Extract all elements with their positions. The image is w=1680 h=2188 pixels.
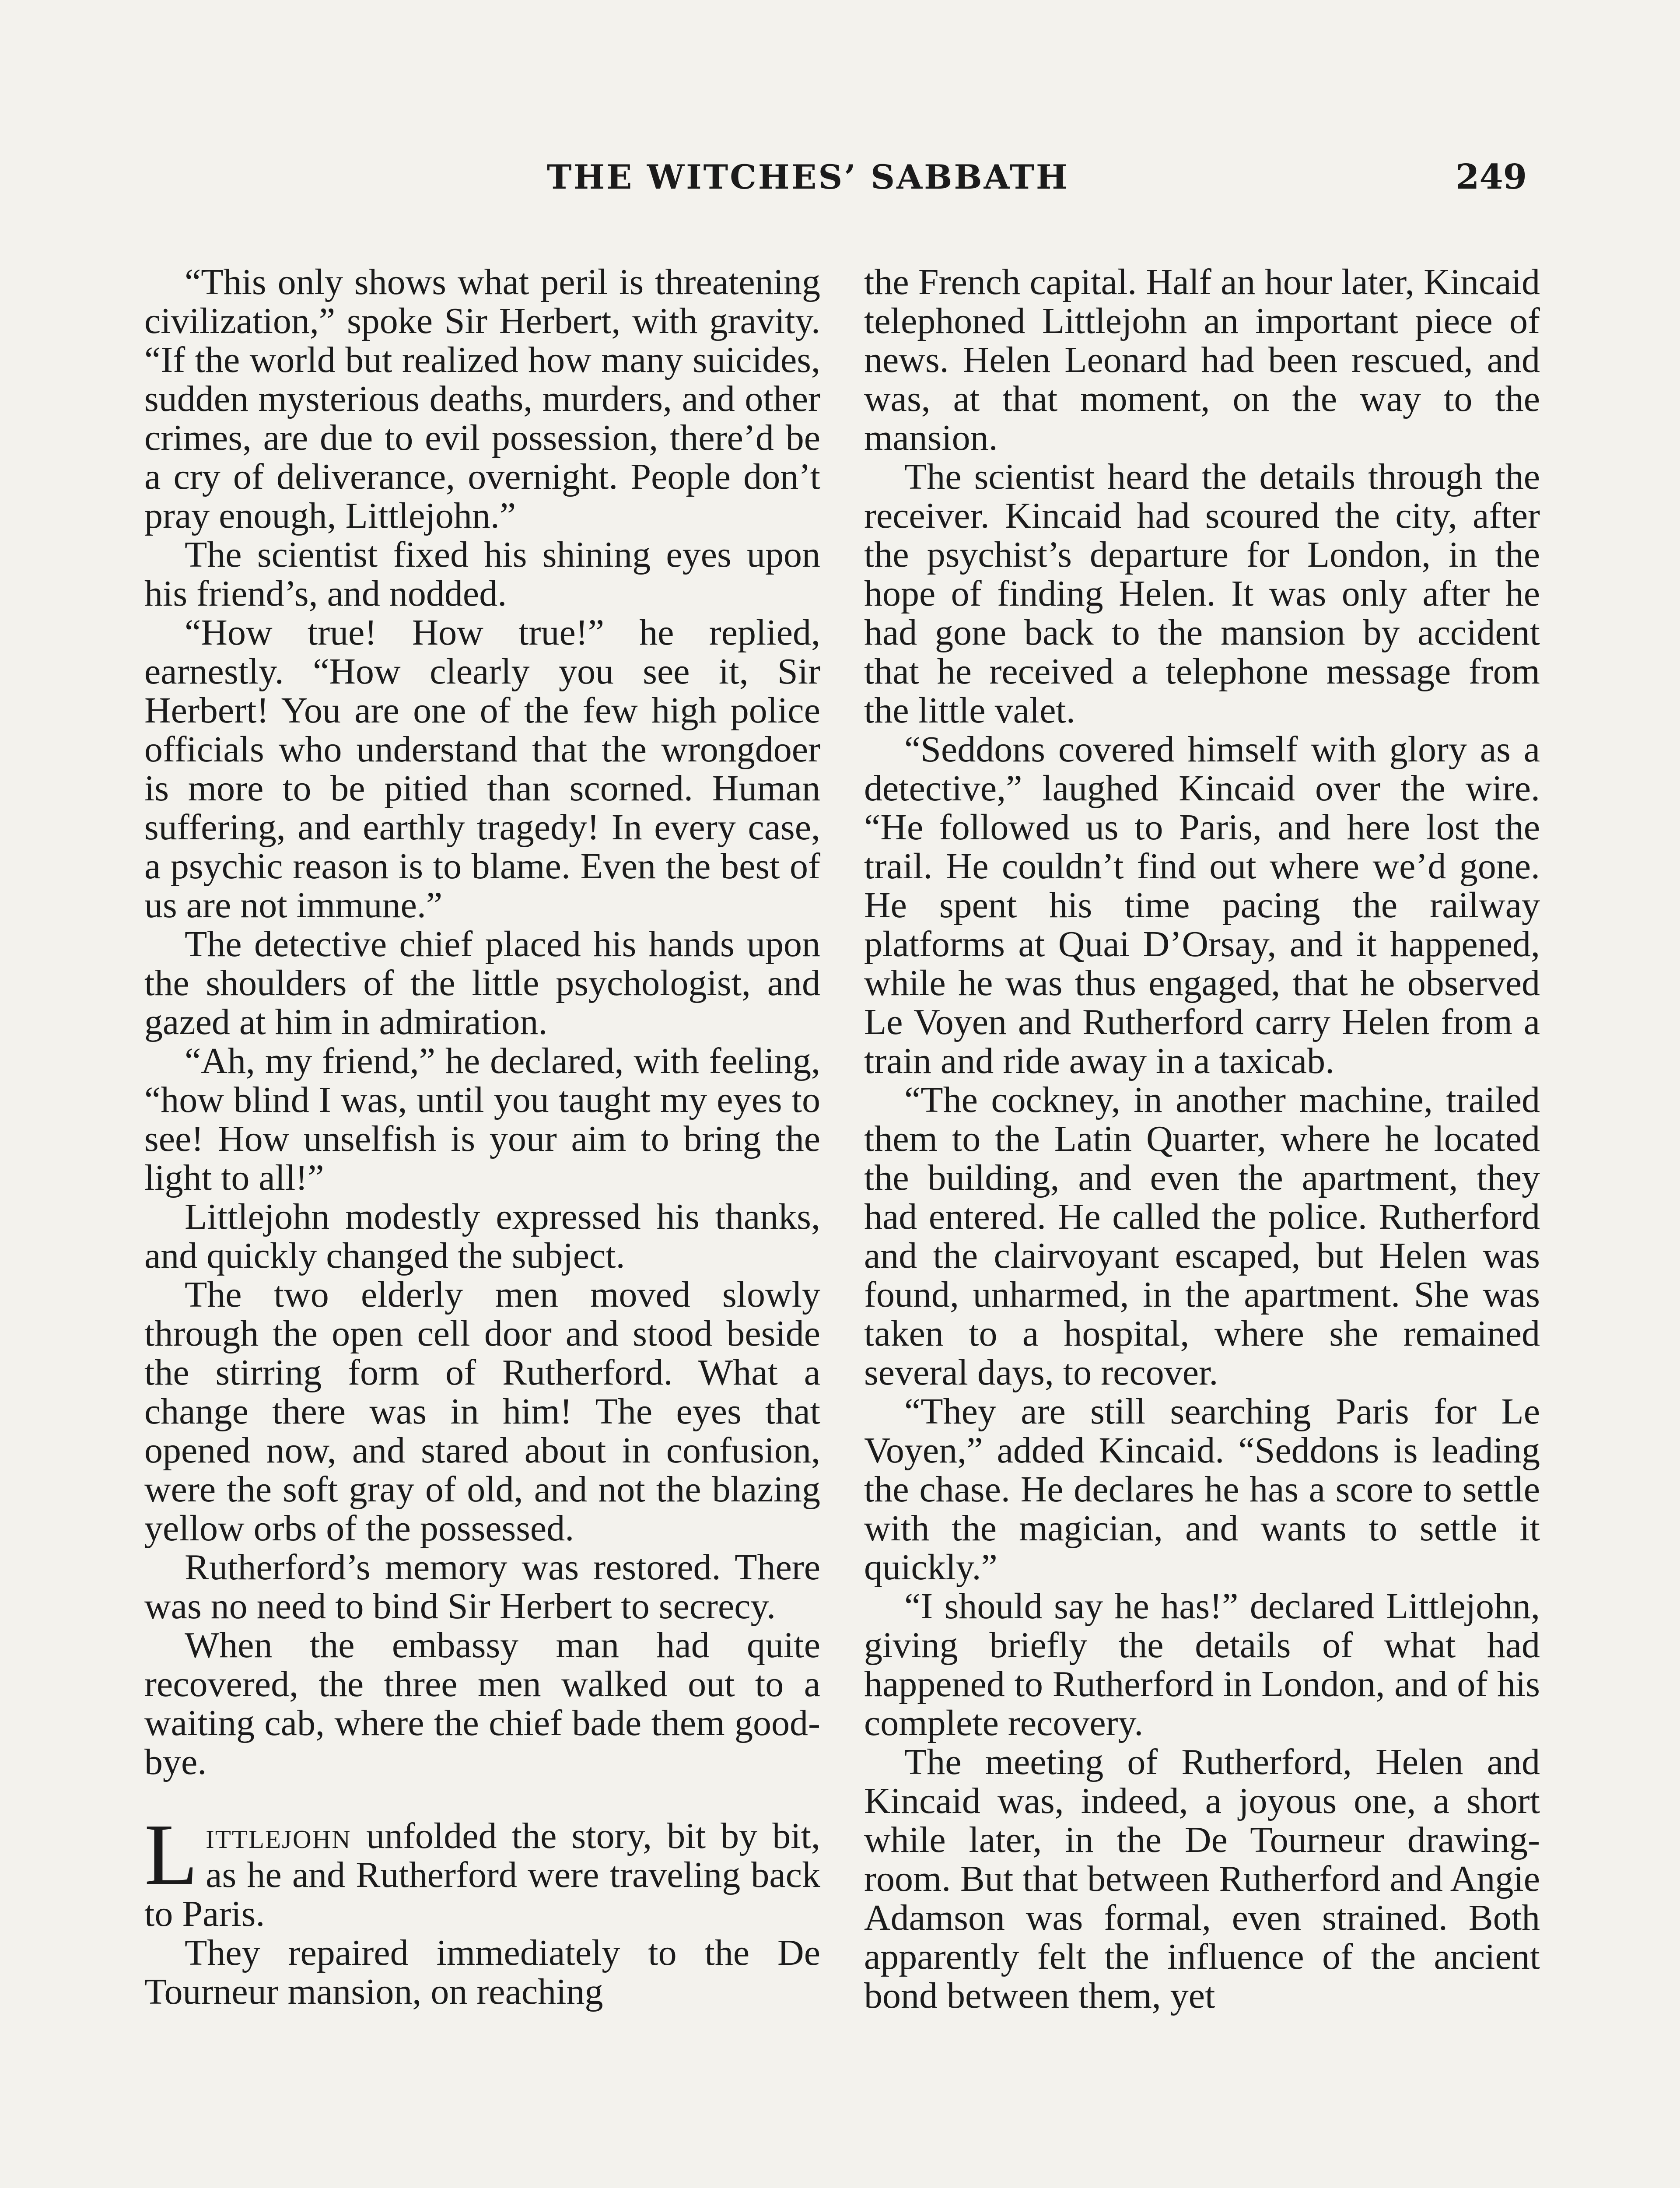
- section-break: [144, 1781, 820, 1816]
- drop-cap: L: [144, 1806, 198, 1903]
- paragraph: The scientist fixed his shining eyes upon his friend’s, and nodded.: [144, 534, 820, 614]
- left-column: [144, 263, 820, 2188]
- paragraph: “This only shows what peril is threatening civilization,” spoke Sir Herbert, with gravity. “If the world but realized how many suicides, sudden mysterious deaths, murders, and other crimes, are due to evil possession, there’d be a cry of deliverance, overnight. People don’t pray enough, Littlejohn.”: [144, 263, 820, 536]
- paragraph: The detective chief placed his hands upon the shoulders of the little psychologist, and gazed at him in admiration.: [144, 924, 820, 1042]
- page-number: 249: [1456, 157, 1527, 197]
- paragraph: “Seddons covered himself with glory as a detective,” laughed Kincaid over the wire. “He followed us to Paris, and here lost the trail. He couldn’t find out where we’d gone. He spent his time pacing the railway platforms at Quai D’Orsay, and it happened, while he was thus engaged, that he observed Le Voyen and Rutherford carry Helen from a train and ride away in a taxicab.: [864, 729, 1540, 1081]
- small-caps-lead: ittlejohn: [206, 1816, 351, 1856]
- right-column: [864, 263, 1540, 2188]
- running-head: [144, 155, 1527, 208]
- paragraph-text: unfolded the story, bit by bit, as he and Rutherford were traveling back to Paris.: [144, 1816, 820, 1934]
- paragraph: “Ah, my friend,” he declared, with feeling, “how blind I was, until you taught my eyes to see! How unselfish is your aim to bring the light to all!”: [144, 1041, 820, 1198]
- paragraph: “I should say he has!” declared Littlejohn, giving briefly the details of what had happened to Rutherford in London, and of his complete recovery.: [864, 1586, 1540, 1743]
- paragraph: “They are still searching Paris for Le Voyen,” added Kincaid. “Seddons is leading the chase. He declares he has a score to settle with the magician, and wants to settle it quickly.”: [864, 1391, 1540, 1588]
- paragraph: Rutherford’s memory was restored. There was no need to bind Sir Herbert to secrecy.: [144, 1547, 820, 1627]
- paragraph: The meeting of Rutherford, Helen and Kincaid was, indeed, a joyous one, a short while later, in the De Tourneur drawing-room. But that between Rutherford and Angie Adamson was formal, even strained. Both apparently felt the influence of the ancient bond between them, yet: [864, 1742, 1540, 2016]
- paragraph: Littlejohn modestly expressed his thanks, and quickly changed the subject.: [144, 1196, 820, 1276]
- paragraph: The two elderly men moved slowly through the open cell door and stood beside the stirring form of Rutherford. What a change there was in him! The eyes that opened now, and stared about in confusion, were the soft gray of old, and not the blazing yellow orbs of the possessed.: [144, 1274, 820, 1549]
- dropcap-paragraph: [144, 1806, 820, 1934]
- running-title: THE WITCHES’ SABBATH: [547, 158, 1069, 196]
- continued-paragraph: the French capital. Half an hour later, Kincaid telephoned Littlejohn an important piece of news. Helen Leonard had been rescued, and was, at that moment, on the way to the mansion.: [864, 263, 1540, 458]
- paragraph: They repaired immediately to the De Tourneur mansion, on reaching: [144, 1932, 820, 2012]
- paragraph: The scientist heard the details through the receiver. Kincaid had scoured the city, after the psychist’s departure for London, in the hope of finding Helen. It was only after he had gone back to the mansion by accident that he received a telephone message from the little valet.: [864, 456, 1540, 731]
- paragraph: When the embassy man had quite recovered, the three men walked out to a waiting cab, where the chief bade them good-bye.: [144, 1625, 820, 1782]
- paragraph: “The cockney, in another machine, trailed them to the Latin Quarter, where he located the building, and even the apartment, they had entered. He called the police. Rutherford and the clairvoyant escaped, but Helen was found, unharmed, in the apartment. She was taken to a hospital, where she remained several days, to recover.: [864, 1080, 1540, 1393]
- paragraph: “How true! How true!” he replied, earnestly. “How clearly you see it, Sir Herbert! You are one of the few high police officials who understand that the wrongdoer is more to be pitied than scorned. Human suffering, and earthly tragedy! In every case, a psychic reason is to blame. Even the best of us are not immune.”: [144, 612, 820, 926]
